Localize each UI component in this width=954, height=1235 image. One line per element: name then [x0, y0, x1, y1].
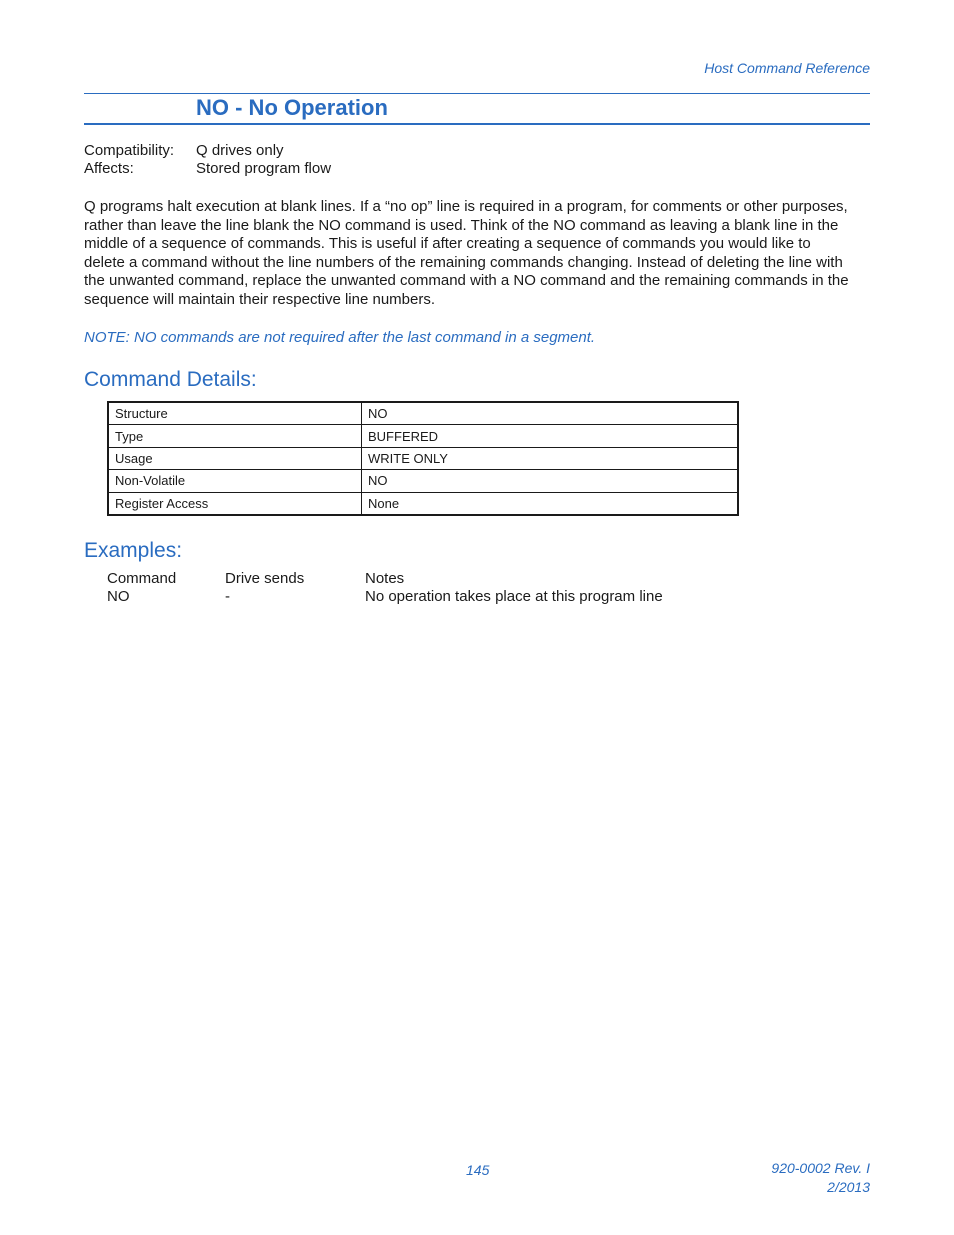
meta-row-compatibility: [84, 142, 331, 160]
table-cell-label: Usage: [108, 447, 362, 469]
title-rule-bottom: [84, 123, 870, 125]
table-cell-value: None: [362, 492, 739, 515]
table-row: [108, 402, 738, 425]
table-cell-value: WRITE ONLY: [362, 447, 739, 469]
table-row: [108, 492, 738, 515]
table-row: [108, 470, 738, 492]
meta-label: Compatibility:: [84, 142, 175, 159]
examples-header-command: Command: [107, 570, 177, 587]
table-cell-value: BUFFERED: [362, 425, 739, 447]
table-cell-value: NO: [362, 470, 739, 492]
table-cell-label: Register Access: [108, 492, 362, 515]
meta-value: Stored program flow: [196, 160, 332, 177]
example-drive-sends: -: [225, 588, 230, 605]
title-rule-top: [84, 93, 870, 94]
table-row: [108, 425, 738, 447]
examples-block: [107, 570, 663, 606]
table-cell-label: Structure: [108, 402, 362, 425]
meta-label: Affects:: [84, 160, 134, 177]
command-details-heading: Command Details:: [84, 368, 257, 391]
table-cell-value: NO: [362, 402, 739, 425]
page-title: NO - No Operation: [196, 95, 388, 120]
compatibility-block: [84, 142, 331, 178]
examples-header-drive-sends: Drive sends: [225, 570, 305, 587]
examples-heading: Examples:: [84, 539, 183, 562]
doc-date: 2/2013: [827, 1179, 870, 1195]
meta-value: Q drives only: [196, 142, 284, 159]
examples-header-row: [107, 570, 663, 588]
examples-row: [107, 588, 663, 606]
meta-row-affects: [84, 160, 331, 178]
example-command: NO: [107, 588, 130, 605]
page-number: 145: [466, 1162, 490, 1178]
description-paragraph: Q programs halt execution at blank lines. If a “no op” line is required in a program, for comments or other purposes, rather than leave the line blank the NO command is used. Think of the NO command as leaving a blank line in the middle of a sequence of commands. This is useful if after creating a sequence of commands you would like to delete a command without the line numbers of the remaining commands changing. Instead of deleting the line with the unwanted command, replace the unwanted command with a NO command and the remaining commands in the sequence will maintain their respective line numbers.: [84, 198, 849, 308]
table-cell-label: Non-Volatile: [108, 470, 362, 492]
command-details-table: [107, 401, 739, 516]
table-row: [108, 447, 738, 469]
examples-header-notes: Notes: [365, 570, 405, 587]
example-notes: No operation takes place at this program line: [365, 588, 663, 605]
table-cell-label: Type: [108, 425, 362, 447]
note-text: NOTE: NO commands are not required after the last command in a segment.: [84, 329, 596, 346]
doc-number: 920-0002 Rev. I: [771, 1160, 870, 1176]
running-header: Host Command Reference: [704, 60, 870, 76]
document-info: [771, 1159, 870, 1197]
